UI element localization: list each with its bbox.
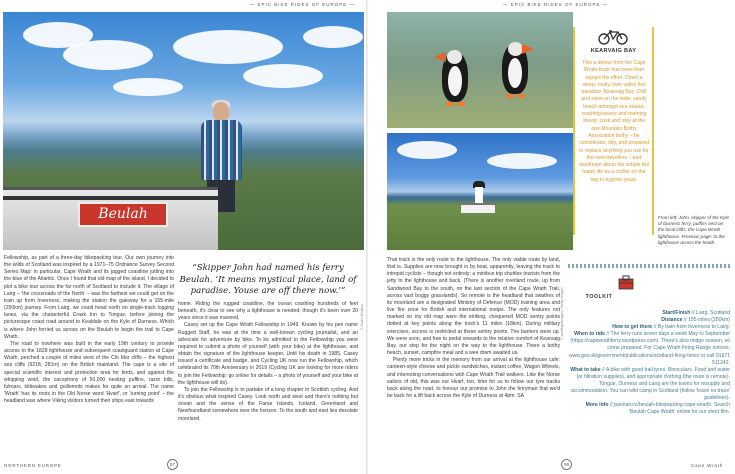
paragraph: The road to nowhere was built in the early 19th century to provide access to the 1828 lighthouse and subsequent coastguard station at Cape Wrath, perched a couple of miles west of the Clo Mor cliffs – the highest sea cliffs (921ft, 281m) on the British mainland. The cape is a site of special scientific interest and protection area for birds, and against the whipping wind, the cacophony of 50,000 nesting puffins, razor bills, fulmars, kittiwakes and guillemots makes for quite an arrival. The name 'Wrath' has its roots in the Old Norse word 'Hvarf', or 'turning point' – the headland was where Viking visitors turned their ships east towards bbox=[4, 340, 174, 405]
cloud bbox=[173, 30, 283, 64]
paragraph: Casey set up the Cape Wrath Fellowship in 1949. Known by his pen name Rugged Staff, he was at the time a well-known cycling journalist, and an advocate for adventure by bike. To be admitted to the Fellowship you were required to submit a photo of yourself (with your bike) at the lighthouse, and obtain the signature of the lighthouse keeper. Until his death in 1985, Casey issued a certificate and badge, and Cycling UK now run the Fellowship, which celebrated its 70th Anniversary in 2019 (Cycling UK are looking for more riders to join the Fellowship: go online for details – a photo of yourself and your bike at the lighthouse will do). bbox=[178, 322, 358, 386]
paragraph: Fellowship, as part of a three-day bikepacking tour. Our own journey into the wilds of Scotland was inspired by a 1971–75 Ordnance Survey Second Series Map: in particular, Cape Wrath and its jagged coastline jutting into the blue of the Atlantic. Once I found that old map of the island, I decided to plot a bike tour across the far north of Scotland to include it. The village of Lairg – 'the crossroads of the North' – was the farthest we could get on the train up from Inverness, making the station the gateway for a 155-mile (250km) journey. From Lairg, we could head north on single-track logging lanes, via the characterful Crask Inn to Tongue, before joining the picturesque coast road around to Kealdale on the Kyle of Durness. Which is where John ferried us across on the Beulah to begin the trail to Cape Wrath. bbox=[4, 255, 174, 340]
paragraph: To join the Fellowship is to partake of a long chapter in Scottish cycling. And it's obvious what inspired Casey. Look north and west and there's nothing but ocean and the sense of the Faroe Islands, Iceland, Greenland and Newfoundland somewhere over the horizon. To the south and east lies desolate moorland. bbox=[178, 386, 358, 422]
lighthouse-cottage bbox=[461, 203, 495, 213]
running-header-right: — EPIC BIKE RIDES OF EUROPE — bbox=[503, 2, 609, 7]
photo-credit-right: © saraflightimages / Getty Images bbox=[560, 287, 564, 340]
left-column-2 bbox=[178, 301, 358, 423]
photo-credit-left: © Justin Watkins bbox=[360, 304, 364, 330]
pull-quote: “Skipper John had named his ferry Beulah. ‘It means mystical place, land of paradise. Youse are off there now.’” bbox=[179, 263, 357, 296]
footer-right: Cape Wrath bbox=[691, 463, 723, 468]
cloud bbox=[113, 78, 183, 96]
photo-caption: From left: John, skipper of the Kyle of Durness ferry; puffins nest on the local cliffs; the Cape Wrath lighthouse. Previous page: to the lighthouse across the heath bbox=[658, 215, 729, 245]
page-number-right: 59 bbox=[561, 459, 572, 470]
lighthouse-photo bbox=[387, 133, 573, 250]
page-number-left: 57 bbox=[167, 459, 178, 470]
paragraph: Plenty more tricks in the memory from our arrival at the lighthouse cafe: canteen-style cheese and pickle sandwiches, instant coffee, Wagon Wheels, and interesting conversations with Cape Wrath Trail walkers. Like the Norse sailors of old, this was our Hvarf, too, time for us to follow our tyre tracks back along the road, to honour our promise to John the ferryman that we'd be back for a lift back across the Kyle of Durness at 4pm. SA bbox=[387, 357, 560, 399]
cloud bbox=[397, 141, 457, 159]
puffins-photo bbox=[387, 12, 573, 128]
toolbox-icon bbox=[617, 273, 635, 291]
paragraph: home. Riding the rugged coastline, the ocean crashing hundreds of feet beneath, it's clear to see why a lighthouse is needed, though it's been over 20 years since it was manned. bbox=[178, 301, 358, 322]
running-header-left: — EPIC BIKE RIDES OF EUROPE — bbox=[249, 2, 355, 7]
ferry-skipper-photo bbox=[3, 12, 364, 250]
cloud bbox=[487, 153, 557, 169]
kearvaig-title: KEARVAIG BAY bbox=[590, 48, 637, 54]
right-page bbox=[368, 0, 735, 474]
bicycle-icon bbox=[597, 29, 629, 45]
left-column-1 bbox=[4, 255, 174, 405]
toolkit-getting-there: How to get there // By train from Inverness to Lairg. bbox=[612, 324, 730, 331]
toolkit-body bbox=[568, 310, 730, 416]
right-column-1 bbox=[387, 257, 560, 400]
left-page bbox=[0, 0, 367, 474]
boat-name-plate: Beulah bbox=[78, 202, 168, 227]
toolkit-distance: Distance // 155 miles (250km) bbox=[661, 317, 730, 324]
cloud bbox=[243, 64, 323, 88]
toolkit-more-info: More info // pannier.cc/beulah-bikepacking-cape-wrath/. Search 'Beulah Cape Wrath' online for our short film. bbox=[585, 402, 730, 416]
paragraph: That track is the only route to the lighthouse. The only viable route by land, that is. Supplies are now brought in by boat, apparently, leaving the track to intrepid cyclists – though not entirely: a minibus trip shuttles tourists from the jetty to the lighthouse and back. (There is another overland route, up from Sandwood Bay to the south, on the last section of the Cape Wrath Trail, across vast boggy grasslands). So remote is the headland that swathes of its moorland are a designated Ministry of Defence (MOD) training area and live fire zone for British and international troops. The only features not marked on my old map were the striking, chequered MOD sentry points dotted at key points along the track's 11 miles (18km). During military exercises, access is restricted at these sentry points. The barriers were up. We were soon, and free to pedal onwards to the relative comfort of Kearvaig Bay, our stop for the night on the way to the lighthouse. There a bothy beach, sunset, campfire meal and a wee dram awaited us. bbox=[387, 257, 560, 357]
cloud bbox=[303, 26, 363, 48]
cloud bbox=[63, 40, 153, 70]
toolkit-what-to-take: What to take // A bike with good trail tyres. Binoculars. Food and water (or filtration supplies), and appropriate clothing (the route is remote). Tongue, Durness and Lairg are the towns for resupply and accommodation. You can wild camp in Scotland (follow 'leave no trace' guidelines). bbox=[570, 366, 730, 402]
toolkit-when-to-ride: When to ride // The ferry runs seven days a week May to September (https://capewrathferry.wordpress.com). There's also midge season, so come prepared. For Cape Wrath Firing Range notices: www.gov.uk/government/publications/scotland-firing-times or call 01971 511242. bbox=[568, 331, 730, 366]
toolkit-title: TOOLKIT bbox=[585, 294, 613, 300]
footer-left: NORTHERN EUROPE bbox=[4, 463, 62, 468]
toolkit-start: Start/Finish // Lairg, Scotland bbox=[662, 310, 730, 316]
kearvaig-body: This a detour from the Cape Wrath track that more than repays the effort. Down a steep, rocky, river valley lies paradise: Kearvaig Bay. Chill and swim on the wide, sandy beach amongst sea stacks, crashing waves and roaming sheep; cook and stay at the one Mountain Bothy Association bothy – be considerate, tidy, and prepared to replace anything you use for the next travellers – and daydream about the simple but harsh life as a crofter on the bay in bygone years. bbox=[579, 60, 649, 183]
toolkit-rule-top bbox=[568, 264, 730, 268]
